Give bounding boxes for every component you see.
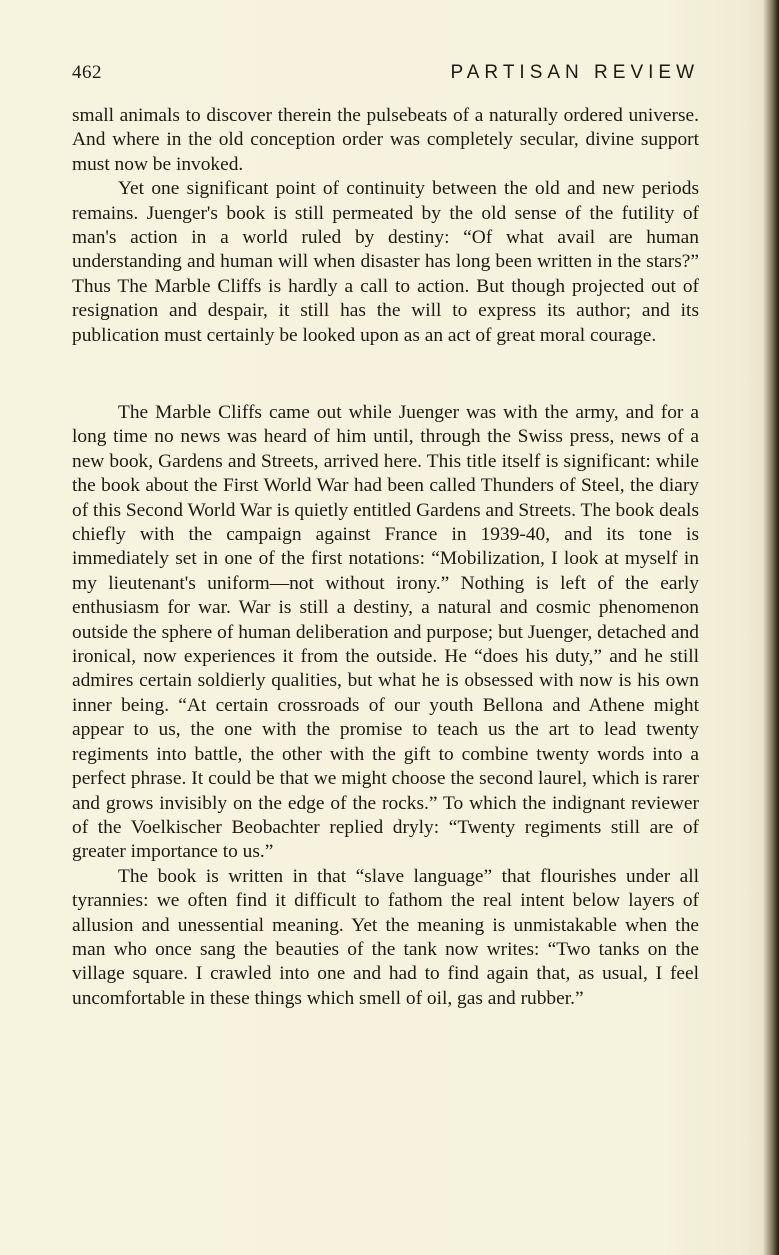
paragraph-continued: small animals to discover therein the pulsebeats of a naturally ordered universe. And where in the old conception order was completely secular, divine support must now be invoked.: [72, 105, 699, 175]
paragraph-gardens-and-streets: The Marble Cliffs came out while Juenger was with the army, and for a long time no news was heard of him until, through the Swiss press, news of a new book, Gardens and Streets, arrived here. This title itself is significant: while the book about the First World War had been called Thunders of Steel, the diary of this Second World War is quietly entitled Gardens and Streets. The book deals chiefly with the campaign against France in 1939-40, and its tone is immediately set in one of the first notations: “Mobilization, I look at myself in my lieutenant's uniform—not without irony.” Nothing is left of the early enthusiasm for war. War is still a destiny, a natural and cosmic phenomenon outside the sphere of human deliberation and purpose; but Juenger, detached and ironical, now experiences it from the outside. He “does his duty,” and he still admires certain soldierly qualities, but what he is obsessed with now is his own inner being. “At certain crossroads of our youth Bellona and Athene might appear to us, the one with the promise to teach us the art to lead twenty regiments into battle, the other with the gift to combine twenty words into a perfect phrase. It could be that we might choose the second laurel, which is rarer and grows invisibly on the edge of the rocks.” To which the indignant reviewer of the Voelkischer Beobachter replied dryly: “Twenty regiments still are of greater importance to us.”: [72, 402, 699, 863]
running-head: PARTISAN REVIEW: [450, 62, 699, 83]
book-spine-shadow: [763, 0, 779, 1255]
page-number: 462: [72, 62, 102, 83]
section-one: [72, 104, 699, 348]
paragraph-continuity: Yet one significant point of continuity between the old and new periods remains. Juenger's book is still permeated by the old sense of the futility of man's action in a world ruled by destiny: “Of what avail are human understanding and human will when disaster has long been written in the stars?” Thus The Marble Cliffs is hardly a call to action. But though projected out of resignation and despair, it still has the will to express its author; and its publication must certainly be looked upon as an act of great moral courage.: [72, 178, 699, 346]
page-header: [72, 62, 699, 92]
section-two: [72, 401, 699, 1011]
paragraph-slave-language: The book is written in that “slave language” that flourishes under all tyrannies: we often find it difficult to fathom the real intent below layers of allusion and unessential meaning. Yet the meaning is unmistakable when the man who once sang the beauties of the tank now writes: “Two tanks on the village square. I crawled into one and had to find again that, as usual, I feel uncomfortable in these things which smell of oil, gas and rubber.”: [72, 865, 699, 1009]
